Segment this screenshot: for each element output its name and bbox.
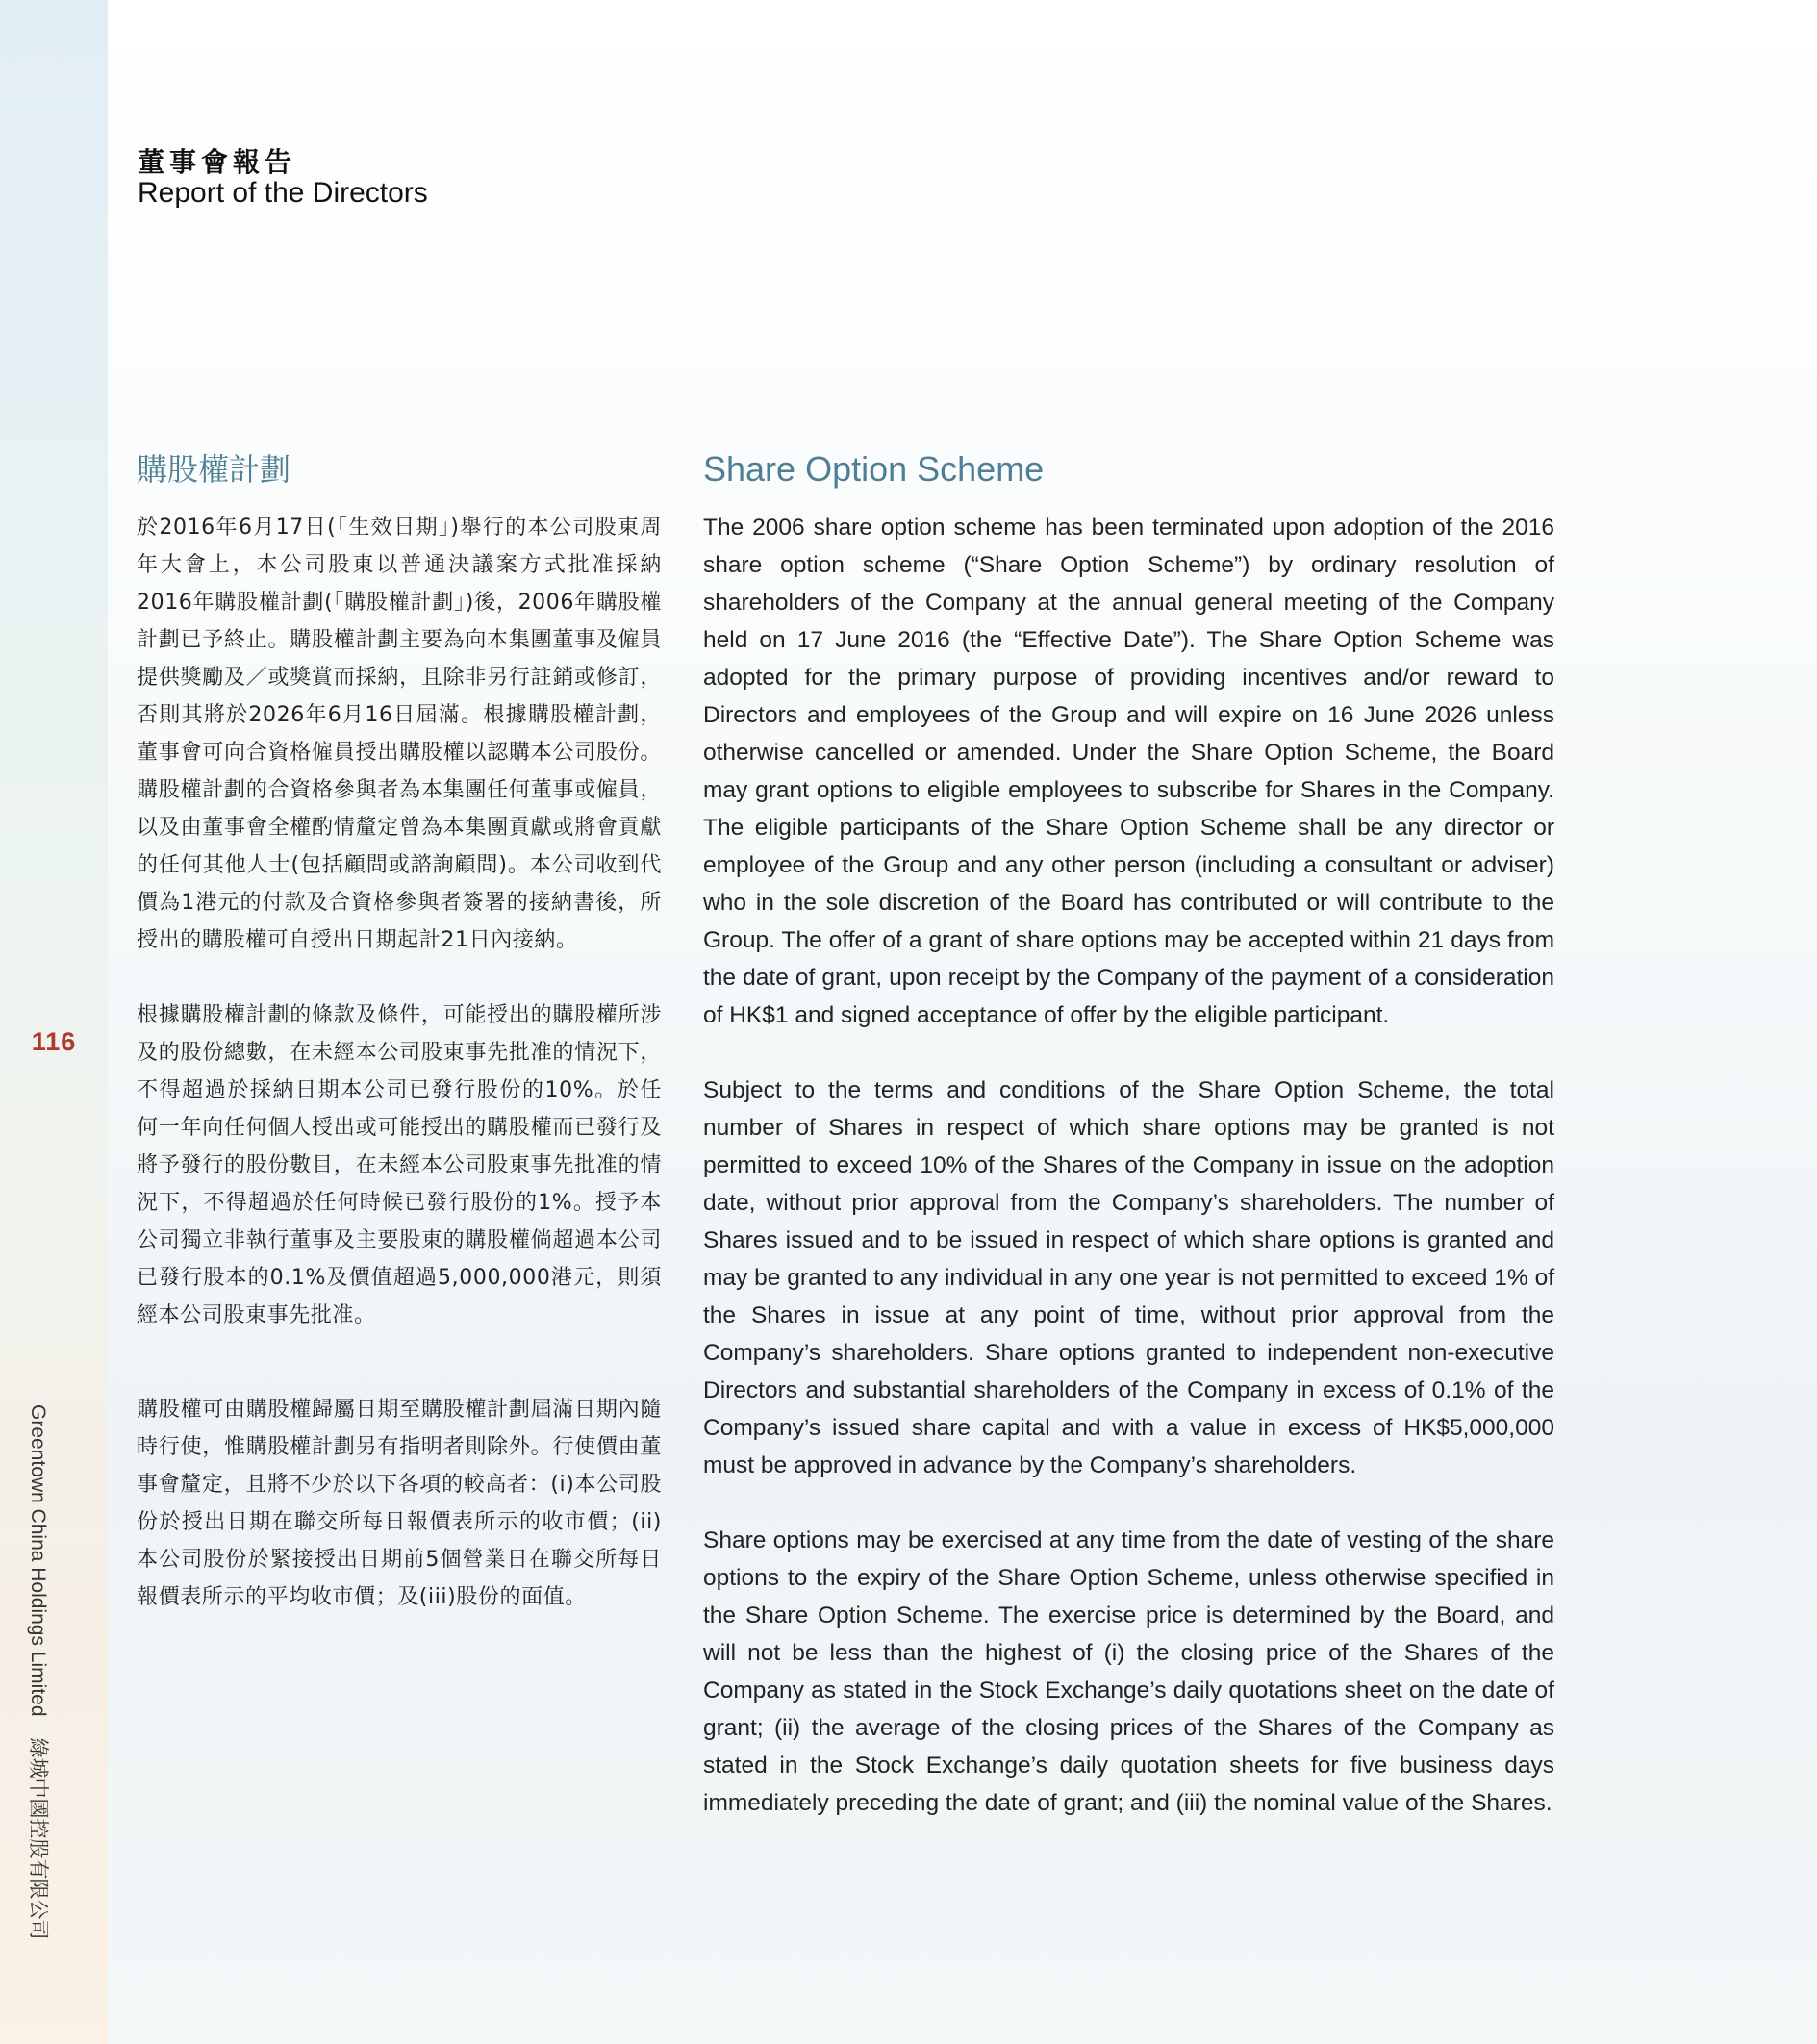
paragraph-en-1: The 2006 share option scheme has been terminated upon adoption of the 2016 share option scheme (“Share Option Scheme”) by ordinary resolution of shareholders of the Company at the annual general meeting of the Company held on 17 June 2016 (the “Effective Date”). The Share Option Scheme was adopted for the primary purpose of providing incentives and/or reward to Directors and employees of the Group and will expire on 16 June 2026 unless otherwise cancelled or amended. Under the Share Option Scheme, the Board may grant options to eligible employees to subscribe for Shares in the Company. The eligible participants of the Share Option Scheme shall be any director or employee of the Group and any other person (including a consultant or adviser) who in the sole discretion of the Board has contributed or will contribute to the Group. The offer of a grant of share options may be accepted within 21 days from the date of grant, upon receipt by the Company of the payment of a consideration of HK$1 and signed acceptance of offer by the eligible participant. [703,515,1554,1028]
english-column [703,445,1554,1822]
side-strip [0,0,108,2044]
paragraph-en-2: Subject to the terms and conditions of the Share Option Scheme, the total number of Shares in respect of which share options may be granted is not permitted to exceed 10% of the Shares of the Company in issue on the adoption date, without prior approval from the Company’s shareholders. The number of Shares issued and to be issued in respect of which share options is granted and may be granted to any individual in any one year is not permitted to exceed 1% of the Shares in issue at any point of time, without prior approval from the Company’s shareholders. Share options granted to independent non-executive Directors and substantial shareholders of the Company in excess of 0.1% of the Company’s issued share capital and with a value in excess of HK$5,000,000 must be approved in advance by the Company’s shareholders. [703,1077,1554,1478]
section-heading-cn: 購股權計劃 [137,451,291,488]
report-title-en: Report of the Directors [138,177,428,209]
paragraph-en-3: Share options may be exercised at any time from the date of vesting of the share options to the expiry of the Share Option Scheme, unless otherwise specified in the Share Option Scheme. The exercise price is determined by the Board, and will not be less than the highest of (i) the closing price of the Shares of the Company as stated in the Stock Exchange’s daily quotations sheet on the date of grant; (ii) the average of the closing prices of the Shares of the Company as stated in the Stock Exchange’s daily quotation sheets for five business days immediately preceding the date of grant; and (iii) the nominal value of the Shares. [703,1527,1554,1816]
paragraph-cn-3: 購股權可由購股權歸屬日期至購股權計劃屆滿日期內隨時行使，惟購股權計劃另有指明者則除外。行使價由董事會釐定，且將不少於以下各項的較高者：(i)本公司股份於授出日期在聯交所每日報價表所示的收市價；(ii)本公司股份於緊接授出日期前5個營業日在聯交所每日報價表所示的平均收市價；及(iii)股份的面值。 [137,1398,662,1609]
paragraph-cn-2: 根據購股權計劃的條款及條件，可能授出的購股權所涉及的股份總數，在未經本公司股東事先批准的情況下，不得超過於採納日期本公司已發行股份的10%。於任何一年向任何個人授出或可能授出的購股權而已發行及將予發行的股份數目，在未經本公司股東事先批准的情況下，不得超過於任何時候已發行股份的1%。授予本公司獨立非執行董事及主要股東的購股權倘超過本公司已發行股本的0.1%及價值超過5,000,000港元，則須經本公司股東事先批准。 [137,1003,662,1327]
page-number: 116 [31,1027,77,1056]
paragraph-cn-1: 於2016年6月17日(「生效日期」)舉行的本公司股東周年大會上，本公司股東以普通決議案方式批准採納2016年購股權計劃(「購股權計劃」)後，2006年購股權計劃已予終止。購股權計劃主要為向本集團董事及僱員提供獎勵及／或獎賞而採納，且除非另行註銷或修訂，否則其將於2026年6月16日屆滿。根據購股權計劃，董事會可向合資格僱員授出購股權以認購本公司股份。購股權計劃的合資格參與者為本集團任何董事或僱員，以及由董事會全權酌情釐定曾為本集團貢獻或將會貢獻的任何其他人士(包括顧問或諮詢顧問)。本公司收到代價為1港元的付款及合資格參與者簽署的接納書後，所授出的購股權可自授出日期起計21日內接納。 [137,516,662,952]
section-heading-en: Share Option Scheme [703,449,1045,489]
company-name-en: Greentown China Holdings Limited [27,1404,49,1717]
chinese-column [137,445,662,1616]
company-name-vertical [25,1404,54,1940]
company-name-cn: 綠城中國控股有限公司 [27,1737,49,1940]
report-title-cn: 董事會報告 [138,146,297,178]
